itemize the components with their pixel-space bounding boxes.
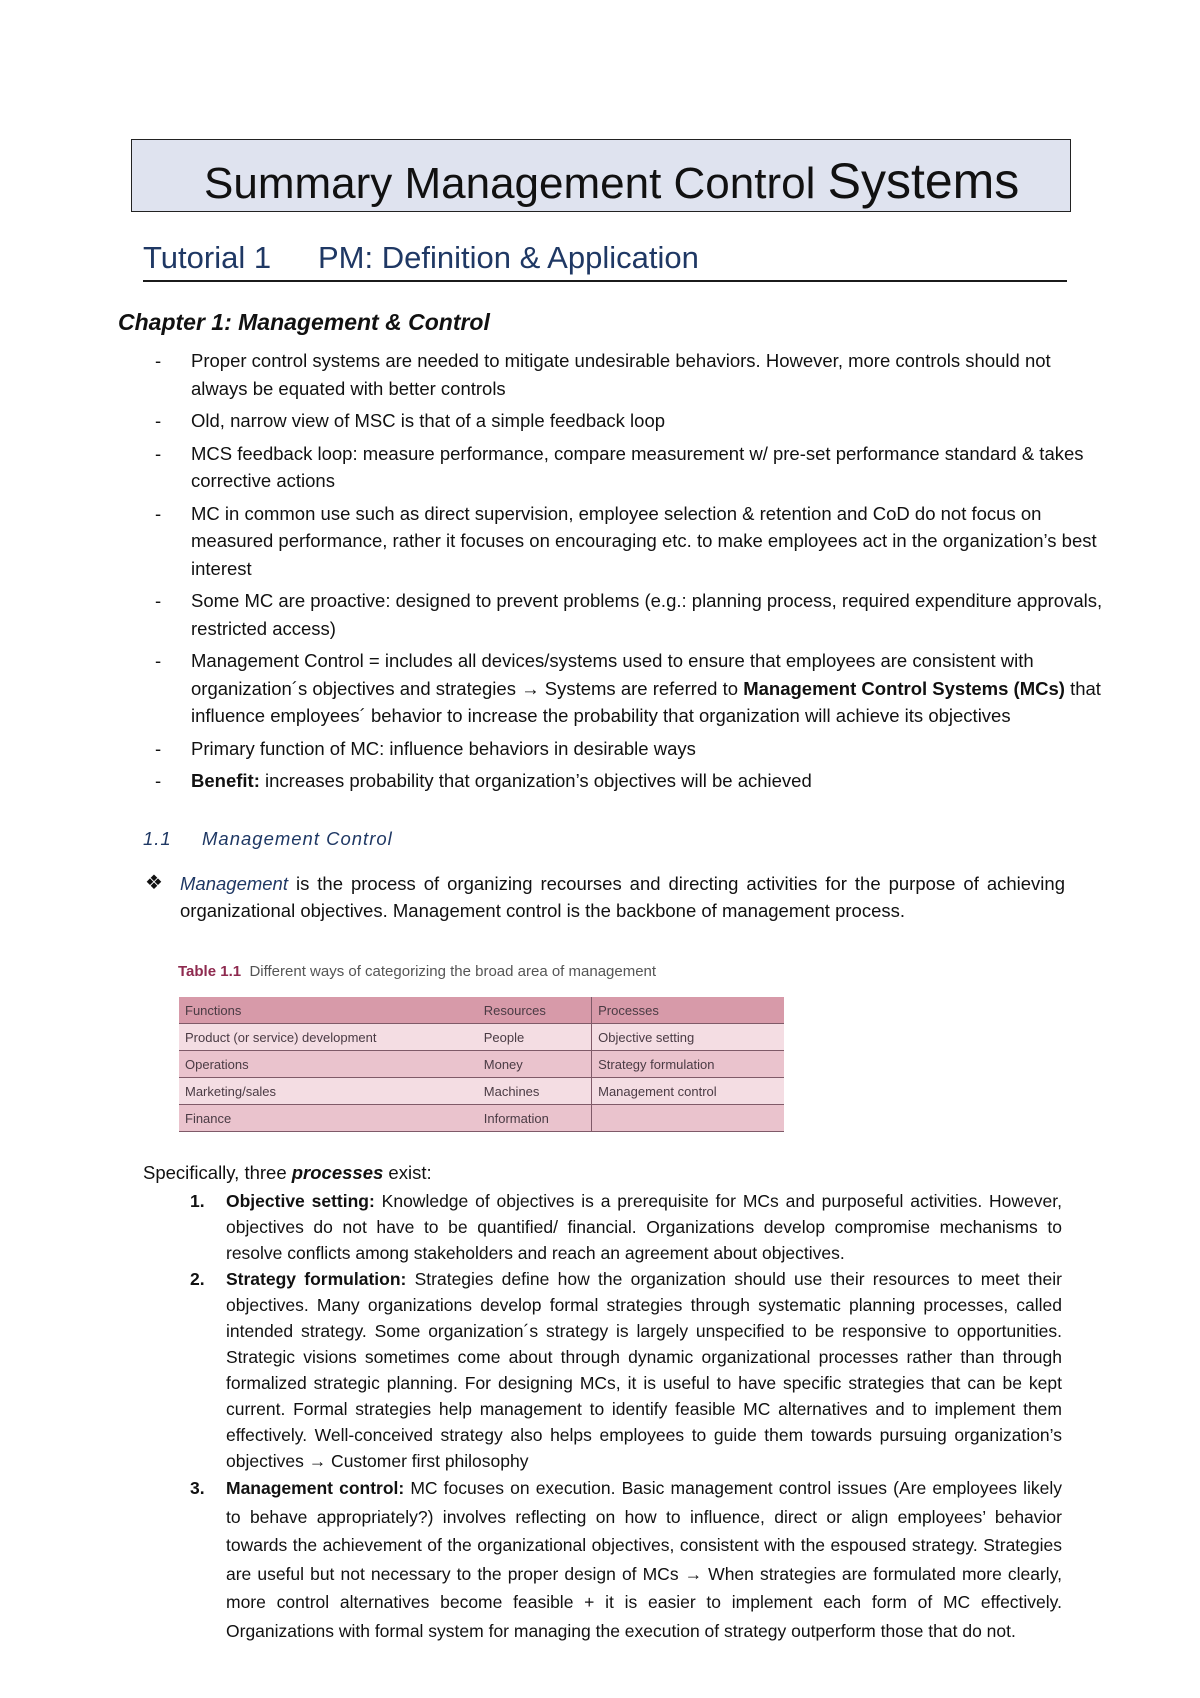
table-cell: Strategy formulation xyxy=(592,1051,784,1078)
table-caption xyxy=(178,963,656,980)
bullet-text: Old, narrow view of MSC is that of a simple feedback loop xyxy=(191,410,666,431)
table-cell: Objective setting xyxy=(592,1024,784,1051)
bullet-marker: - xyxy=(155,442,162,464)
bullet-item xyxy=(155,407,1110,435)
arrow-icon: → xyxy=(521,677,540,699)
bullet-text-pre: Management Control = includes all devices/systems used to ensure that employees are consistent with organization´s objectives and strategies xyxy=(191,650,1034,699)
table-cell: People xyxy=(478,1024,592,1051)
table-header-row xyxy=(179,997,784,1024)
processes-intro-pre: Specifically, three xyxy=(143,1162,292,1183)
process-text-tail: Customer first philosophy xyxy=(326,1451,529,1471)
bullet-text-mid: Systems are referred to xyxy=(539,677,744,699)
tutorial-title: PM: Definition & Application xyxy=(318,240,699,275)
process-heading: Management control: xyxy=(226,1478,405,1498)
process-text: MC focuses on execution. Basic management control issues (Are employees likely to behave appropriately?) involves reflecting on how to influence, direct or align employees’ behavior towards the achievement of the organizational objectives, consistent with the espoused strategy. Strategies are useful but not necessary to the proper design of MCs xyxy=(226,1478,1062,1584)
table-cell: Money xyxy=(478,1051,592,1078)
bullet-bold-term: Benefit: xyxy=(191,770,260,791)
table-cell: Product (or service) development xyxy=(179,1024,478,1051)
table-cell: Operations xyxy=(179,1051,478,1078)
bullet-item xyxy=(155,647,1110,730)
table-cell: Management control xyxy=(592,1078,784,1105)
bullet-marker: - xyxy=(155,410,162,431)
bullet-item xyxy=(155,767,1110,795)
management-term: Management xyxy=(180,873,288,894)
section-title: Management Control xyxy=(202,828,393,849)
management-paragraph-text xyxy=(180,870,1065,924)
diamond-bullet-icon: ❖ xyxy=(145,872,163,894)
processes-intro-term: processes xyxy=(291,1162,384,1183)
table-cell: Marketing/sales xyxy=(179,1078,478,1105)
bullet-text: increases probability that organization’s objectives will be achieved xyxy=(259,770,812,791)
process-number: 1. xyxy=(190,1191,205,1211)
process-item xyxy=(190,1188,1062,1266)
table-caption-label: Table 1.1 xyxy=(178,963,242,980)
bullet-text: Proper control systems are needed to mitigate undesirable behaviors. However, more controls should not always be equated with better controls xyxy=(191,350,1051,399)
process-number: 2. xyxy=(190,1269,205,1289)
bullet-item xyxy=(155,587,1110,642)
section-heading xyxy=(143,828,393,850)
table-row xyxy=(179,1105,784,1132)
process-text: Strategies define how the organization should use their resources to meet their objectives. Many organizations develop formal strategies through systematic planning processes, called intended strategy. Some organization´s strategy is largely unspecified to be responsive to opportunities. Strategic visions sometimes come about through dynamic organizational processes rather than through formalized strategic planning. For designing MCs, it is useful to have specific strategies that can be kept current. Formal strategies help management to identify feasible MC alternatives and to implement them effectively. Well-conceived strategy also helps employees to guide them towards pursuing organization’s objectives xyxy=(226,1269,1062,1471)
processes-list xyxy=(190,1188,1062,1645)
table-cell: Finance xyxy=(179,1105,478,1132)
section-number: 1.1 xyxy=(143,828,172,849)
table-cell: Information xyxy=(478,1105,592,1132)
table-row xyxy=(179,1078,784,1105)
chapter-bullet-list xyxy=(155,347,1110,800)
table-row xyxy=(179,1051,784,1078)
table-header-cell: Processes xyxy=(592,997,784,1024)
bullet-text: Some MC are proactive: designed to prevent problems (e.g.: planning process, required expenditure approvals, restricted access) xyxy=(191,590,1103,639)
process-item xyxy=(190,1474,1062,1645)
bullet-item xyxy=(155,500,1110,583)
table-cell xyxy=(592,1105,784,1132)
bullet-bold-term: Management Control Systems (MCs) xyxy=(743,677,1065,699)
bullet-text: Primary function of MC: influence behaviors in desirable ways xyxy=(191,737,696,759)
title-box xyxy=(131,139,1071,212)
title-main: Summary Management Control xyxy=(204,159,816,208)
processes-intro-post: exist: xyxy=(383,1162,432,1183)
bullet-text: MC in common use such as direct supervision, employee selection & retention and CoD do not focus on measured performance, rather it focuses on encouraging etc. to make employees act in the organization’s best interest xyxy=(191,502,1097,579)
management-paragraph xyxy=(145,870,1065,924)
bullet-item xyxy=(155,440,1110,495)
bullet-text: MCS feedback loop: measure performance, compare measurement w/ pre-set performance standard & takes corrective actions xyxy=(191,442,1084,491)
arrow-icon: → xyxy=(684,1563,703,1584)
bullet-marker: - xyxy=(155,737,162,759)
bullet-marker: - xyxy=(155,770,162,791)
management-categories-table xyxy=(179,997,784,1132)
process-text-tail: When strategies are formulated more clearly, more control alternatives become feasible + it is easier to implement each form of MC effectively. Organizations with formal system for managing the execution of strategy outperform those that do not. xyxy=(226,1563,1063,1641)
bullet-marker: - xyxy=(155,502,162,524)
management-definition: is the process of organizing recourses and directing activities for the purpose of achieving organizational objectives. Management control is the backbone of management process. xyxy=(180,873,1065,921)
bullet-marker: - xyxy=(155,590,162,611)
tutorial-number: Tutorial 1 xyxy=(143,240,272,275)
table-header-cell: Functions xyxy=(179,997,478,1024)
process-heading: Strategy formulation: xyxy=(226,1269,407,1289)
chapter-heading: Chapter 1: Management & Control xyxy=(118,309,490,335)
title-emph: Systems xyxy=(827,153,1020,209)
process-heading: Objective setting: xyxy=(226,1191,375,1211)
processes-intro xyxy=(143,1162,432,1184)
bullet-marker: - xyxy=(155,650,162,671)
bullet-item xyxy=(155,347,1110,402)
process-number: 3. xyxy=(190,1478,205,1498)
bullet-marker: - xyxy=(155,350,162,371)
process-text: Knowledge of objectives is a prerequisite for MCs and purposeful activities. However, objectives do not have to be quantified/ financial. Organizations develop compromise mechanisms to resolve conflicts among stakeholders and reach an agreement about objectives. xyxy=(226,1191,1062,1263)
bullet-item xyxy=(155,735,1110,763)
table-header-cell: Resources xyxy=(478,997,592,1024)
process-item xyxy=(190,1266,1062,1474)
arrow-icon: → xyxy=(308,1451,327,1471)
tutorial-heading xyxy=(143,240,1067,282)
table-cell: Machines xyxy=(478,1078,592,1105)
table-caption-text: Different ways of categorizing the broad area of management xyxy=(249,963,657,980)
bullet-text-post: that influence employees´ behavior to increase the probability that organization will achieve its objectives xyxy=(191,677,1101,726)
document-title xyxy=(204,152,1019,210)
table-row xyxy=(179,1024,784,1051)
